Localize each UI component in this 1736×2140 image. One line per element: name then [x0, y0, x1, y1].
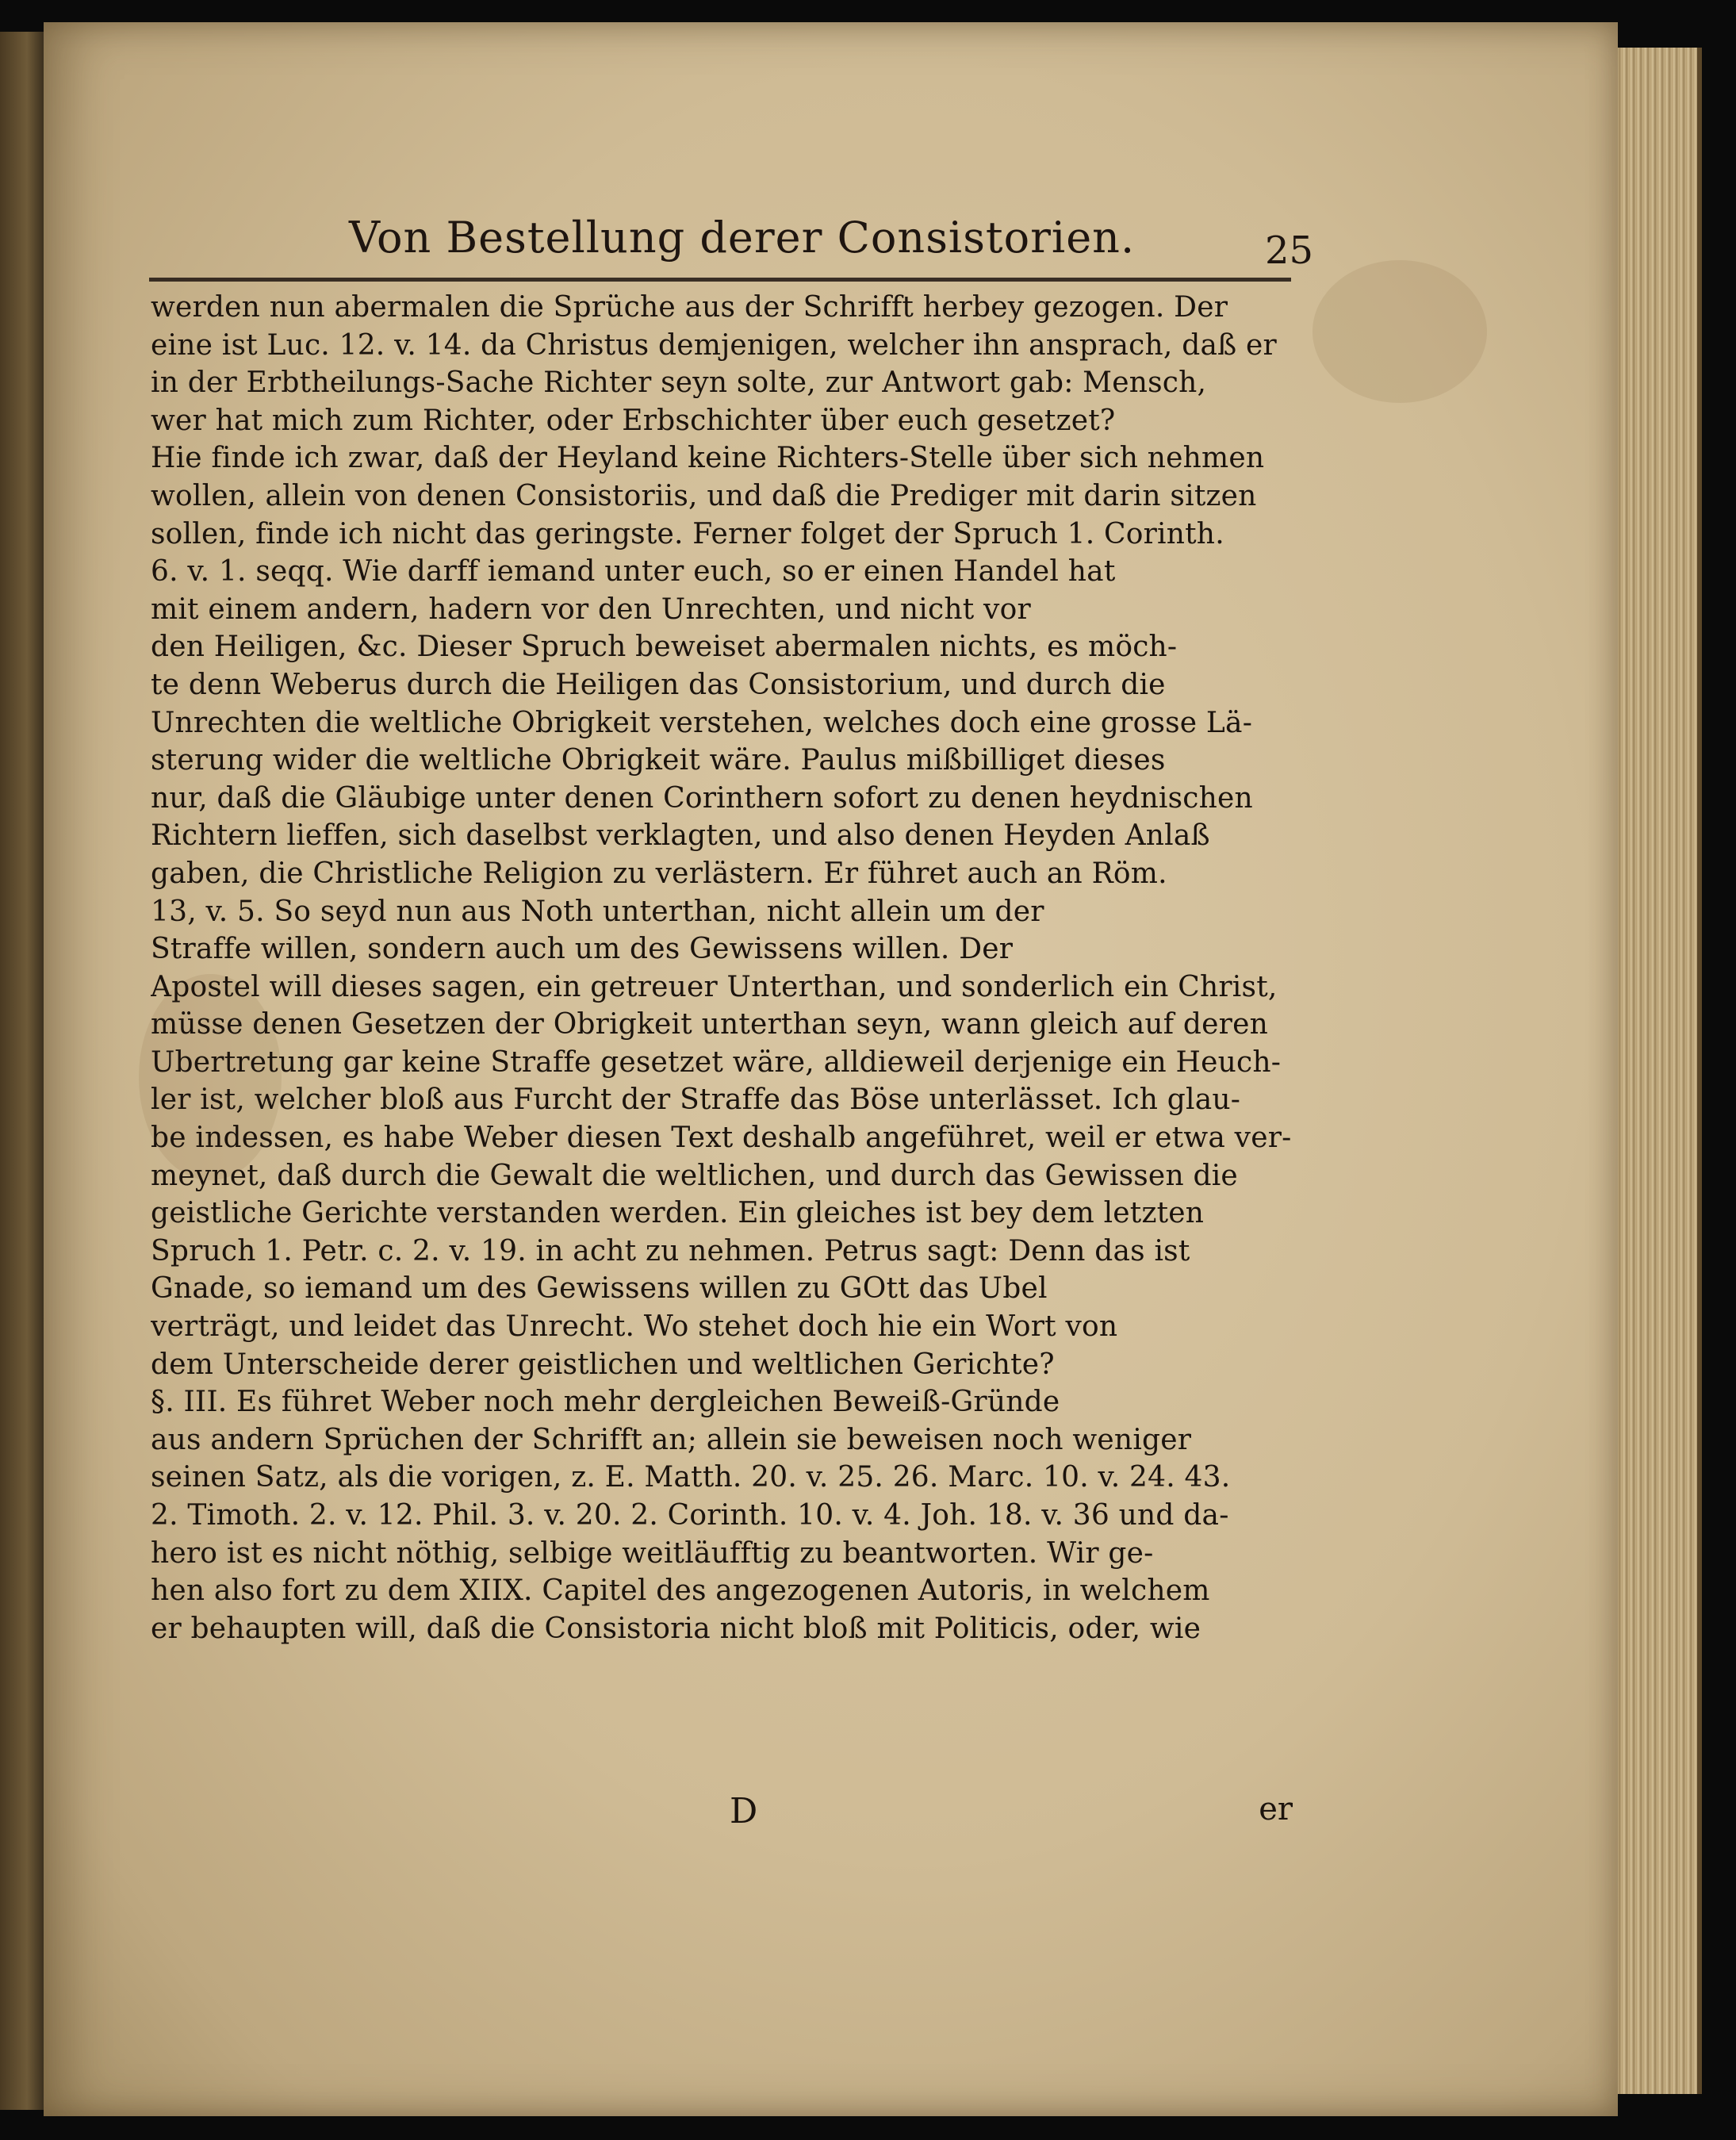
section-start-line: §. III. Es führet Weber noch mehr dergleichen Beweiß-Gründe: [151, 1386, 1060, 1419]
previous-page-edge: [0, 32, 49, 2110]
text-line: Richtern lieffen, sich daselbst verklagten, und also denen Heyden Anlaß: [151, 819, 1210, 853]
text-line: müsse denen Gesetzen der Obrigkeit unterthan seyn, wann gleich auf deren: [151, 1008, 1268, 1041]
text-line: hen also fort zu dem XIIX. Capitel des angezogenen Autoris, in welchem: [151, 1574, 1210, 1608]
catchword: er: [1259, 1791, 1293, 1827]
text-line: Unrechten die weltliche Obrigkeit verstehen, welches doch eine grosse Lä-: [151, 706, 1253, 739]
text-line: Spruch 1. Petr. c. 2. v. 19. in acht zu nehmen. Petrus sagt: Denn das ist: [151, 1234, 1190, 1268]
text-line: Straffe willen, sondern auch um des Gewissens willen. Der: [151, 933, 1014, 966]
text-line: wer hat mich zum Richter, oder Erbschichter über euch gesetzet?: [151, 404, 1116, 437]
text-line: 6. v. 1. seqq. Wie darff iemand unter euch, so er einen Handel hat: [151, 555, 1116, 589]
paper-stain: [1313, 260, 1487, 403]
text-line: nur, daß die Gläubige unter denen Corinthern sofort zu denen heydnischen: [151, 781, 1253, 815]
text-line: den Heiligen, &c. Dieser Spruch beweiset abermalen nichts, es möch-: [151, 631, 1178, 664]
text-line: wollen, allein von denen Consistoriis, und daß die Prediger mit darin sitzen: [151, 479, 1257, 512]
page-number: 25: [1265, 228, 1314, 273]
text-line: ler ist, welcher bloß aus Furcht der Straffe das Böse unterlässet. Ich glau-: [151, 1083, 1241, 1117]
text-line: sterung wider die weltliche Obrigkeit wäre. Paulus mißbilliget dieses: [151, 744, 1166, 777]
running-header: [349, 213, 1301, 276]
text-line: 2. Timoth. 2. v. 12. Phil. 3. v. 20. 2. Corinth. 10. v. 4. Joh. 18. v. 36 und da-: [151, 1499, 1229, 1532]
text-line: eine ist Luc. 12. v. 14. da Christus demjenigen, welcher ihn ansprach, daß er: [151, 328, 1277, 362]
text-line: 13, v. 5. So seyd nun aus Noth unterthan, nicht allein um der: [151, 895, 1044, 928]
text-line: Apostel will dieses sagen, ein getreuer Unterthan, und sonderlich ein Christ,: [151, 970, 1278, 1003]
text-line: be indessen, es habe Weber diesen Text deshalb angeführet, weil er etwa ver-: [151, 1122, 1292, 1155]
text-line: meynet, daß durch die Gewalt die weltlichen, und durch das Gewissen die: [151, 1159, 1238, 1192]
page-footer: [151, 1791, 1293, 1839]
text-line: gaben, die Christliche Religion zu verlästern. Er führet auch an Röm.: [151, 857, 1167, 890]
text-line: werden nun abermalen die Sprüche aus der Schrifft herbey gezogen. Der: [151, 291, 1228, 324]
text-line: te denn Weberus durch die Heiligen das Consistorium, und durch die: [151, 668, 1166, 701]
text-line: in der Erbtheilungs-Sache Richter seyn solte, zur Antwort gab: Mensch,: [151, 366, 1207, 400]
text-line: aus andern Sprüchen der Schrifft an; allein sie beweisen noch weniger: [151, 1423, 1192, 1456]
text-line: Gnade, so iemand um des Gewissens willen zu GOtt das Ubel: [151, 1272, 1048, 1306]
text-line: hero ist es nicht nöthig, selbige weitläufftig zu beantworten. Wir ge-: [151, 1536, 1154, 1570]
text-line: Hie finde ich zwar, daß der Heyland keine Richters-Stelle über sich nehmen: [151, 442, 1265, 475]
header-rule: [149, 278, 1291, 282]
text-line: Ubertretung gar keine Straffe gesetzet wäre, alldieweil derjenige ein Heuch-: [151, 1045, 1282, 1079]
text-line: verträgt, und leidet das Unrecht. Wo stehet doch hie ein Wort von: [151, 1310, 1118, 1344]
text-line: sollen, finde ich nicht das geringste. Ferner folget der Spruch 1. Corinth.: [151, 517, 1224, 550]
text-line: mit einem andern, hadern vor den Unrechten, und nicht vor: [151, 593, 1031, 626]
text-line: dem Unterscheide derer geistlichen und weltlichen Gerichte?: [151, 1348, 1055, 1381]
signature-mark: D: [730, 1791, 758, 1831]
text-line: geistliche Gerichte verstanden werden. Ein gleiches ist bey dem letzten: [151, 1197, 1205, 1230]
body-text: [151, 289, 1301, 1647]
text-line: seinen Satz, als die vorigen, z. E. Matth. 20. v. 25. 26. Marc. 10. v. 24. 43.: [151, 1461, 1231, 1494]
text-line: er behaupten will, daß die Consistoria nicht bloß mit Politicis, oder, wie: [151, 1612, 1201, 1645]
running-title: Von Bestellung derer Consistorien.: [349, 213, 1136, 263]
